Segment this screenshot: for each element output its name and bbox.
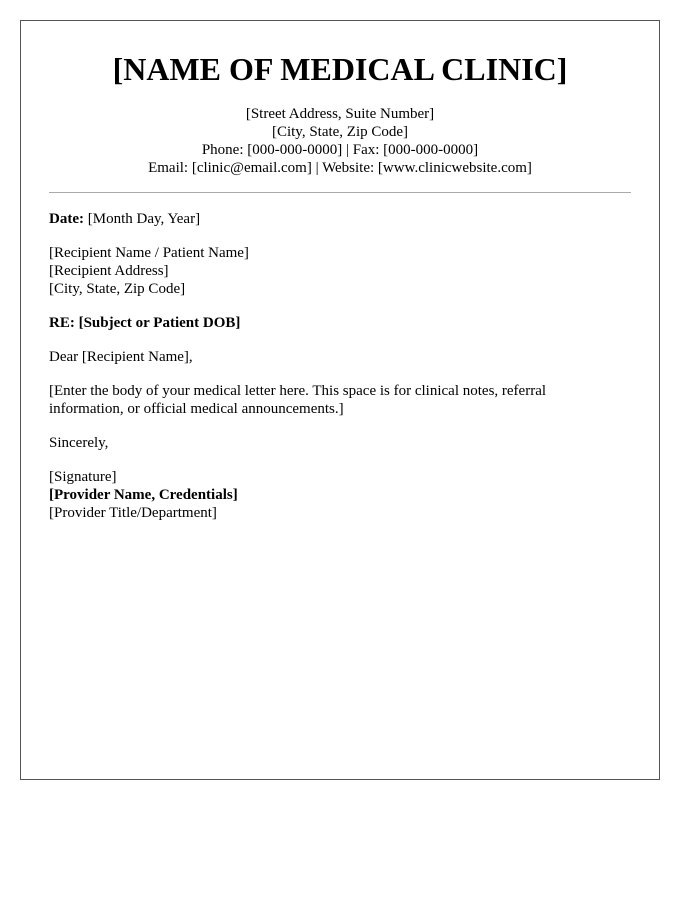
recipient-name: [Recipient Name / Patient Name]	[49, 245, 249, 261]
signature-block	[49, 468, 631, 522]
clinic-city-state-zip: [City, State, Zip Code]	[271, 124, 409, 140]
date-value: [Month Day, Year]	[83, 211, 201, 227]
clinic-street-address: [Street Address, Suite Number]	[245, 106, 435, 122]
signature: [Signature]	[49, 469, 117, 485]
clinic-contact-block	[21, 105, 659, 177]
recipient-address: [Recipient Address]	[49, 263, 169, 279]
recipient-block	[49, 244, 631, 298]
body-paragraph	[49, 382, 631, 418]
header-divider	[49, 192, 631, 193]
recipient-city-state-zip: [City, State, Zip Code]	[49, 281, 186, 297]
clinic-phone-fax: Phone: [000-000-0000] | Fax: [000-000-0000]	[201, 142, 479, 158]
body-line: information, or official medical announcements.]	[49, 401, 344, 417]
subject-line: RE: [Subject or Patient DOB]	[49, 315, 241, 331]
closing: Sincerely,	[49, 435, 109, 451]
letterhead	[21, 21, 659, 177]
date-label: Date:	[49, 211, 84, 227]
letter-page	[20, 20, 660, 780]
salutation: Dear [Recipient Name],	[49, 349, 193, 365]
provider-name: [Provider Name, Credentials]	[49, 487, 238, 503]
provider-title: [Provider Title/Department]	[49, 505, 217, 521]
date-line	[49, 210, 631, 228]
clinic-name: [NAME OF MEDICAL CLINIC]	[112, 51, 568, 87]
body-line: [Enter the body of your medical letter here. This space is for clinical notes, referral	[49, 383, 547, 399]
letter-body	[21, 210, 659, 522]
clinic-email-website: Email: [clinic@email.com] | Website: [www.clinicwebsite.com]	[148, 160, 532, 176]
